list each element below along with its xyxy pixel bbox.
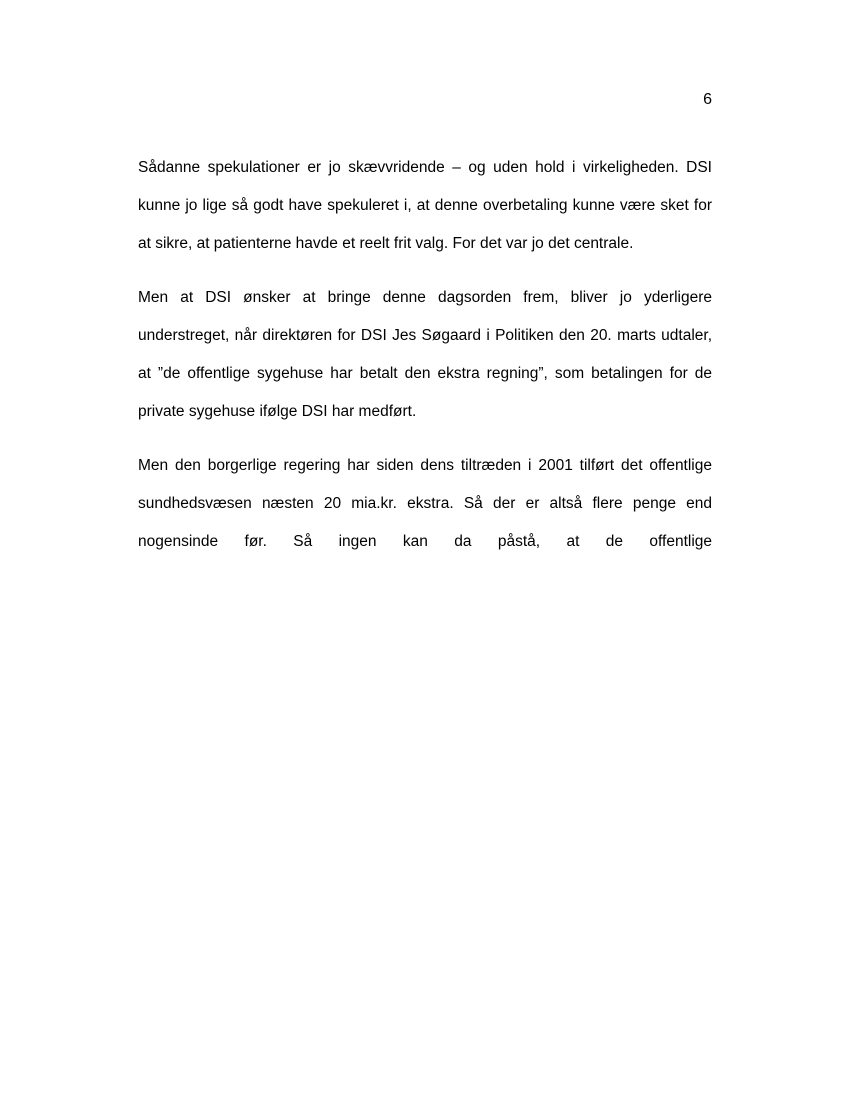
paragraph-1: Sådanne spekulationer er jo skævvridende – og uden hold i virkeligheden. DSI kunne jo lige så godt have spekuleret i, at denne overbetaling kunne være sket for at sikre, at patienterne havde et reelt frit valg. For det var jo det centrale. <box>138 159 712 252</box>
document-body <box>138 149 712 577</box>
page-number: 6 <box>703 91 712 108</box>
paragraph-3: Men den borgerlige regering har siden dens tiltræden i 2001 tilført det offentlige sundhedsvæsen næsten 20 mia.kr. ekstra. Så der er altså flere penge end nogensinde før. Så ingen kan da påstå, at de offentlige <box>138 457 712 550</box>
paragraph-2: Men at DSI ønsker at bringe denne dagsorden frem, bliver jo yderligere understreget, når direktøren for DSI Jes Søgaard i Politiken den 20. marts udtaler, at ”de offentlige sygehuse har betalt den ekstra regning”, som betalingen for de private sygehuse ifølge DSI har medført. <box>138 289 712 420</box>
